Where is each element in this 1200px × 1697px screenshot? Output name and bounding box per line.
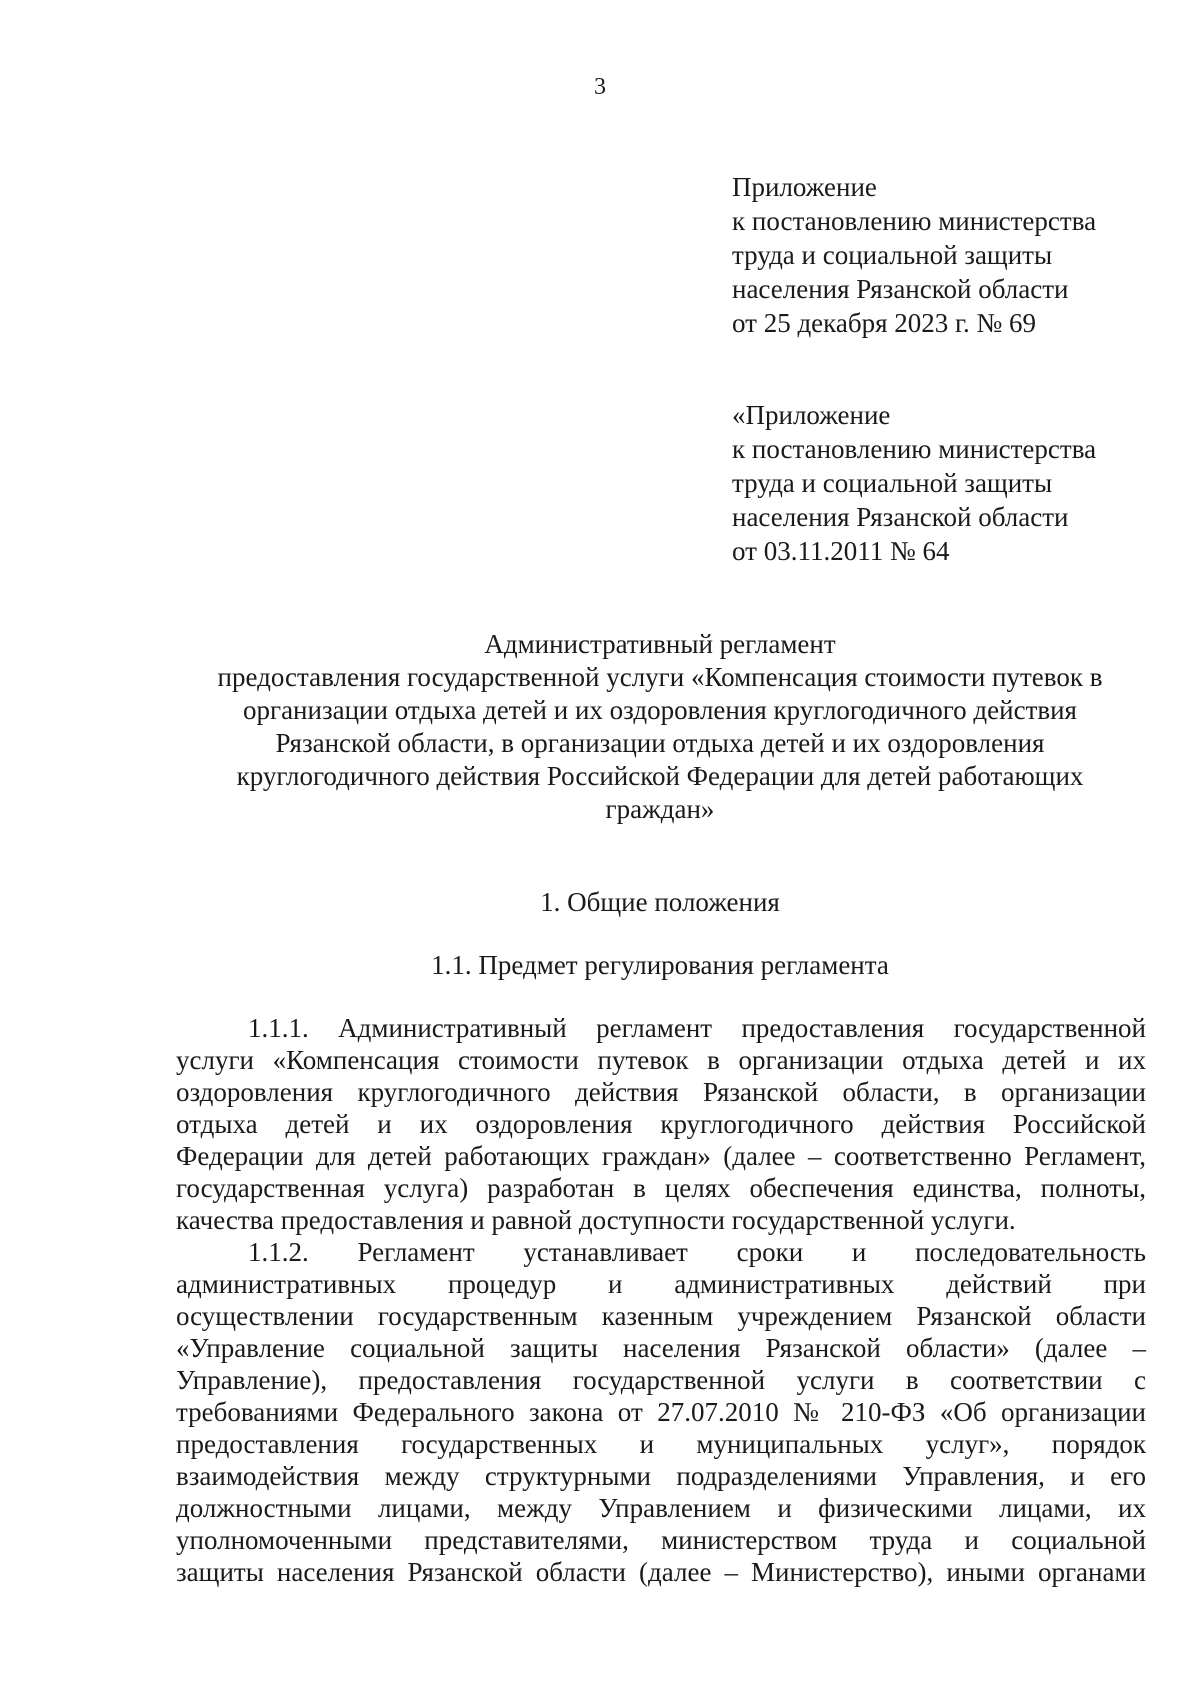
appendix-original-line: труда и социальной защиты	[732, 468, 1053, 498]
paragraph-line: Управление), предоставления государственной услуги в соответствии с	[176, 1365, 1146, 1395]
document-title	[120, 628, 1200, 826]
paragraph-line: 1.1.2. Регламент устанавливает сроки и последовательность	[248, 1237, 1146, 1267]
appendix-current-block	[732, 170, 1172, 340]
paragraph-line: Федерации для детей работающих граждан» (далее – соответственно Регламент,	[176, 1141, 1146, 1171]
paragraph-line: оздоровления круглогодичного действия Рязанской области, в организации	[176, 1077, 1146, 1107]
subsection-heading: 1.1. Предмет регулирования регламента	[431, 950, 889, 980]
title-line: организации отдыха детей и их оздоровления круглогодичного действия	[243, 695, 1077, 725]
paragraph-line: государственная услуга) разработан в целях обеспечения единства, полноты,	[176, 1173, 1146, 1203]
appendix-current-line: труда и социальной защиты	[732, 240, 1053, 270]
paragraph-line: 1.1.1. Административный регламент предоставления государственной	[248, 1013, 1146, 1043]
title-line: Рязанской области, в организации отдыха детей и их оздоровления	[275, 728, 1045, 758]
title-line: Административный регламент	[484, 629, 836, 659]
appendix-current-line: от 25 декабря 2023 г. № 69	[732, 308, 1037, 338]
title-line: предоставления государственной услуги «Компенсация стоимости путевок в	[217, 662, 1103, 692]
appendix-original-line: «Приложение	[732, 400, 891, 430]
paragraph-line: уполномоченными представителями, министерством труда и социальной	[176, 1525, 1146, 1555]
title-line: граждан»	[605, 794, 715, 824]
appendix-original-line: от 03.11.2011 № 64	[732, 536, 950, 566]
paragraph-line: предоставления государственных и муниципальных услуг», порядок	[176, 1429, 1146, 1459]
page-number: 3	[594, 74, 606, 100]
paragraph-line: взаимодействия между структурными подразделениями Управления, и его	[176, 1461, 1146, 1491]
appendix-original-line: к постановлению министерства	[732, 434, 1097, 464]
appendix-original-block	[732, 398, 1172, 568]
appendix-current-line: населения Рязанской области	[732, 274, 1069, 304]
paragraph-line: осуществлении государственным казенным учреждением Рязанской области	[176, 1301, 1146, 1331]
appendix-current-line: к постановлению министерства	[732, 206, 1097, 236]
appendix-original-line: населения Рязанской области	[732, 502, 1069, 532]
body-text	[176, 1012, 1146, 1588]
paragraph-line: отдыха детей и их оздоровления круглогодичного действия Российской	[176, 1109, 1146, 1139]
paragraph-line: должностными лицами, между Управлением и физическими лицами, их	[176, 1493, 1146, 1523]
paragraph-line: «Управление социальной защиты населения Рязанской области» (далее –	[176, 1333, 1146, 1363]
title-line: круглогодичного действия Российской Федерации для детей работающих	[236, 761, 1084, 791]
section-heading: 1. Общие положения	[540, 887, 780, 917]
paragraph-line: защиты населения Рязанской области (далее – Министерство), иными органами	[176, 1557, 1146, 1587]
paragraph-line: качества предоставления и равной доступности государственной услуги.	[176, 1205, 1016, 1235]
paragraph-line: административных процедур и административных действий при	[176, 1269, 1146, 1299]
appendix-current-line: Приложение	[732, 172, 877, 202]
paragraph-line: услуги «Компенсация стоимости путевок в организации отдыха детей и их	[176, 1045, 1146, 1075]
paragraph-line: требованиями Федерального закона от 27.07.2010 № 210-ФЗ «Об организации	[176, 1397, 1146, 1427]
